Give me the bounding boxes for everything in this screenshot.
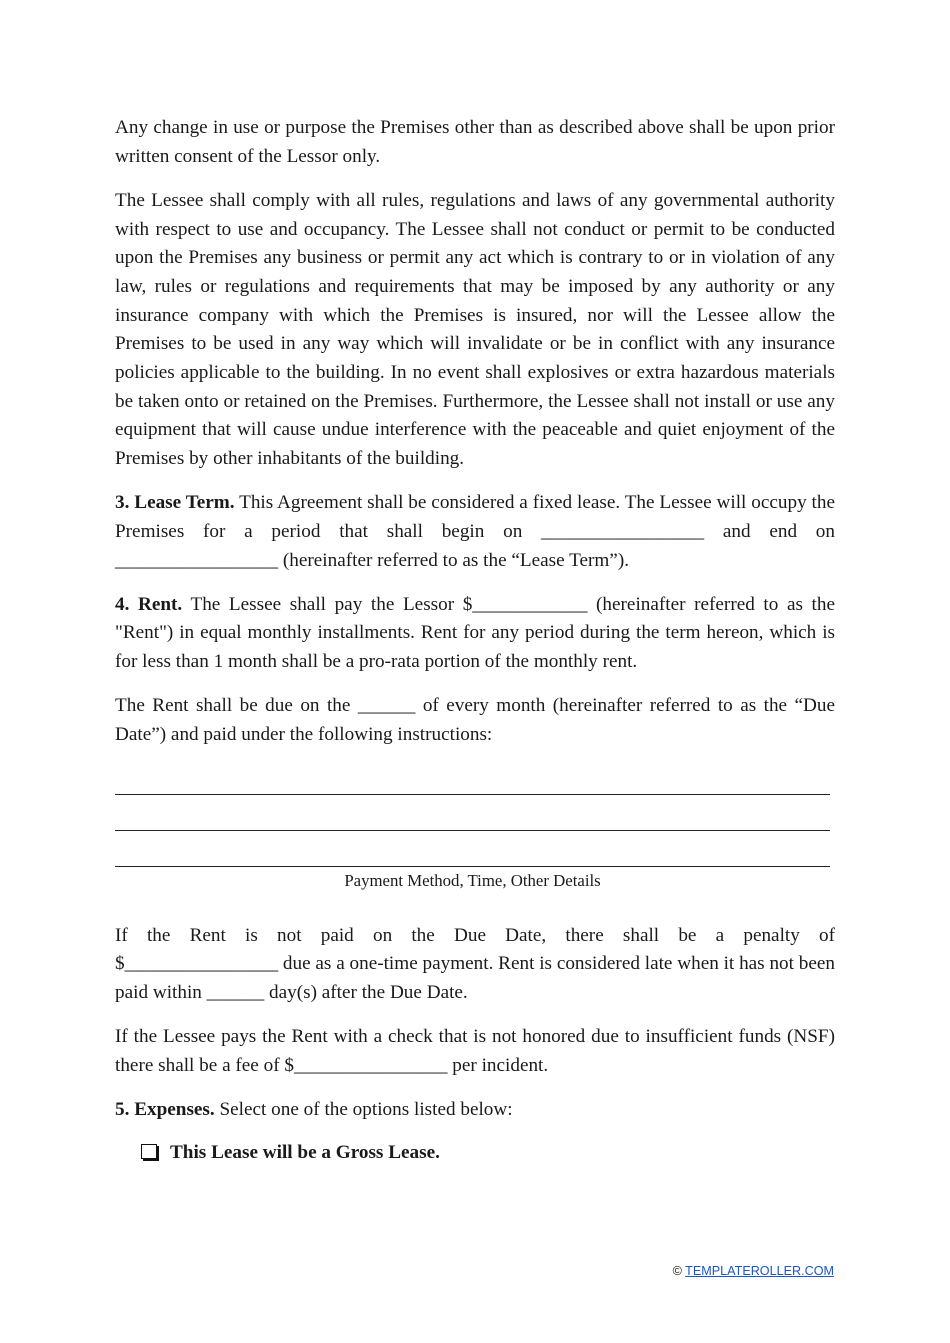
- checkbox-icon[interactable]: [141, 1144, 157, 1159]
- change-use-paragraph: Any change in use or purpose the Premises other than as described above shall be upon prior written consent of the Lessor only.: [115, 117, 835, 167]
- rent-text: The Lessee shall pay the Lessor $____________ (hereinafter referred to as the "Rent") in equal monthly installments. Rent for any period during the term hereon, which is for less than 1 month shall be a pro-rata portion of the monthly rent.: [115, 593, 835, 673]
- expenses-heading: 5. Expenses.: [115, 1098, 215, 1120]
- due-date-paragraph: The Rent shall be due on the ______ of every month (hereinafter referred to as the “Due Date”) and paid under the following instructions:: [115, 695, 835, 745]
- gross-lease-label: This Lease will be a Gross Lease.: [170, 1141, 440, 1163]
- compliance-paragraph: The Lessee shall comply with all rules, regulations and laws of any governmental authority with respect to use and occupancy. The Lessee shall not conduct or permit to be conducted upon the Premises any business or permit any act which is contrary to or in violation of any law, rules or regulations and requirements that may be imposed by any authority or any insurance company with which the Premises is insured, nor will the Lessee allow the Premises to be used in any way which will invalidate or be in conflict with any insurance policies applicable to the building. In no event shall explosives or extra hazardous materials be taken onto or retained on the Premises. Furthermore, the Lessee shall not install or use any equipment that will cause undue interference with the peaceable and quiet enjoyment of the Premises by other inhabitants of the building.: [115, 189, 835, 470]
- expenses-section: [115, 1096, 835, 1125]
- document-body: [115, 114, 835, 1167]
- penalty-paragraph-line1: If the Rent is not paid on the Due Date, there shall be a penalty of: [115, 924, 835, 946]
- lease-term-heading: 3. Lease Term.: [115, 492, 235, 514]
- rent-section: [115, 591, 835, 677]
- penalty-paragraph-rest: $________________ due as a one-time payment. Rent is considered late when it has not been paid within ______ day(s) after the Due Date.: [115, 953, 835, 1004]
- copyright-symbol: ©: [672, 1264, 686, 1278]
- templateroller-link[interactable]: TEMPLATEROLLER.COM: [685, 1264, 834, 1278]
- expenses-text: Select one of the options listed below:: [214, 1098, 513, 1120]
- gross-lease-option[interactable]: [115, 1139, 835, 1168]
- payment-caption: Payment Method, Time, Other Details: [344, 870, 601, 890]
- rent-heading: 4. Rent.: [115, 593, 183, 615]
- payment-instructions-line: [115, 830, 830, 831]
- payment-instructions-line: [115, 866, 830, 867]
- footer: [673, 1264, 834, 1278]
- payment-instructions-lines: [115, 750, 835, 922]
- nsf-paragraph: If the Lessee pays the Rent with a check that is not honored due to insufficient funds (NSF) there shall be a fee of $________________ per incident.: [115, 1026, 835, 1076]
- payment-instructions-line: [115, 794, 830, 795]
- lease-term-text: This Agreement shall be considered a fixed lease. The Lessee will occupy the Premises for a period that shall begin on _________________ and end on _________________ (hereinafter referred to as the “Lease Term”).: [115, 492, 835, 571]
- lease-term-section: [115, 489, 835, 575]
